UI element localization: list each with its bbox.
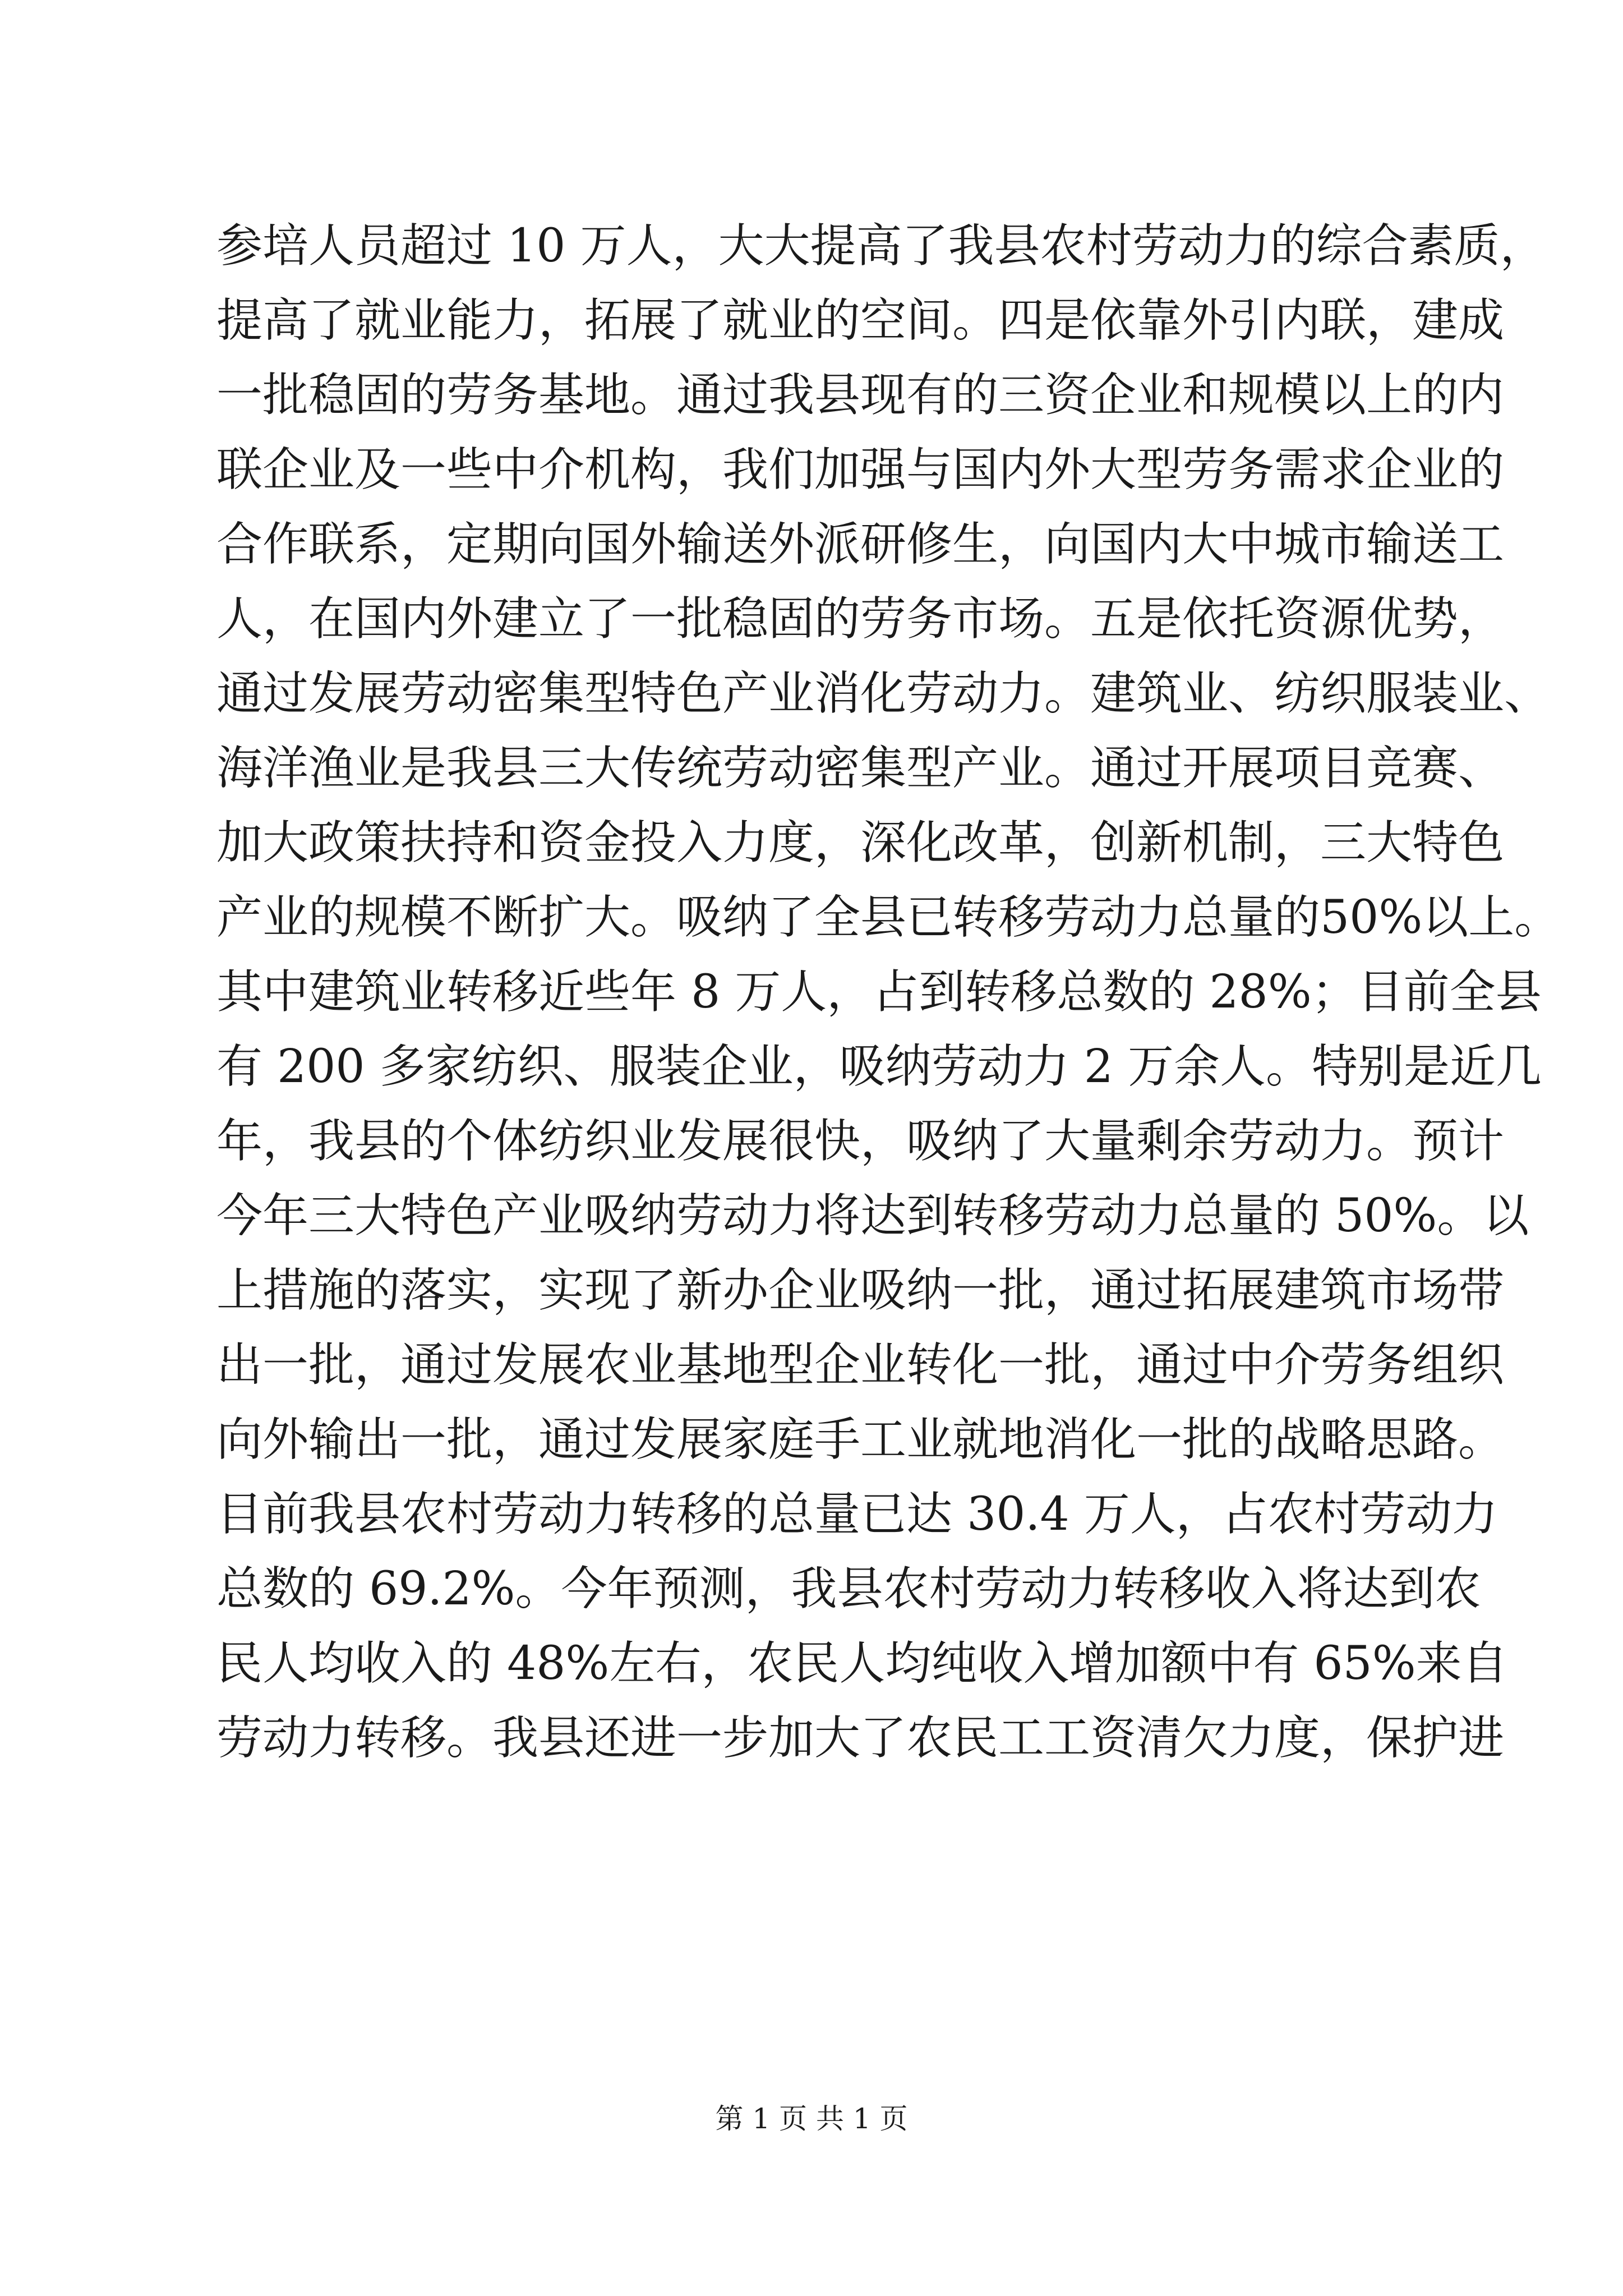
text-line-7: 通过发展劳动密集型特色产业消化劳动力。建筑业、纺织服装业、 (216, 667, 1551, 720)
text-line-16: 出一批，通过发展农业基地型企业转化一批，通过中介劳务组织 (216, 1338, 1505, 1392)
text-line-18: 目前我县农村劳动力转移的总量已达 30.4 万人，占农村劳动力 (216, 1488, 1498, 1541)
text-line-6: 人，在国内外建立了一批稳固的劳务市场。五是依托资源优势， (216, 592, 1505, 646)
text-line-21: 劳动力转移。我县还进一步加大了农民工工资清欠力度，保护进 (216, 1711, 1505, 1765)
text-line-17: 向外输出一批，通过发展家庭手工业就地消化一批的战略思路。 (216, 1413, 1505, 1466)
text-line-15: 上措施的落实，实现了新办企业吸纳一批，通过拓展建筑市场带 (216, 1264, 1505, 1317)
text-line-3: 一批稳固的劳务基地。通过我县现有的三资企业和规模以上的内 (216, 369, 1505, 422)
text-line-5: 合作联系，定期向国外输送外派研修生，向国内大中城市输送工 (216, 518, 1505, 571)
text-line-13: 年，我县的个体纺织业发展很快，吸纳了大量剩余劳动力。预计 (216, 1115, 1505, 1168)
text-line-20: 民人均收入的 48%左右，农民人均纯收入增加额中有 65%来自 (216, 1637, 1508, 1690)
text-line-1: 参培人员超过 10 万人，大大提高了我县农村劳动力的综合素质， (216, 219, 1546, 273)
body-paragraph (216, 209, 1561, 1775)
text-line-2: 提高了就业能力，拓展了就业的空间。四是依靠外引内联，建成 (216, 294, 1505, 347)
text-line-4: 联企业及一些中介机构，我们加强与国内外大型劳务需求企业的 (216, 443, 1505, 496)
page-footer: 第 1 页 共 1 页 (715, 2102, 908, 2135)
text-line-9: 加大政策扶持和资金投入力度，深化改革，创新机制，三大特色 (216, 816, 1505, 869)
text-line-12: 有 200 多家纺织、服装企业，吸纳劳动力 2 万余人。特别是近几 (216, 1040, 1542, 1093)
text-line-14: 今年三大特色产业吸纳劳动力将达到转移劳动力总量的 50%。以 (216, 1189, 1529, 1243)
text-line-8: 海洋渔业是我县三大传统劳动密集型产业。通过开展项目竞赛、 (216, 742, 1505, 795)
text-line-10: 产业的规模不断扩大。吸纳了全县已转移劳动力总量的50%以上。 (216, 891, 1561, 944)
text-line-11: 其中建筑业转移近些年 8 万人，占到转移总数的 28%；目前全县 (216, 965, 1542, 1019)
text-line-19: 总数的 69.2%。今年预测，我县农村劳动力转移收入将达到农 (216, 1562, 1481, 1616)
